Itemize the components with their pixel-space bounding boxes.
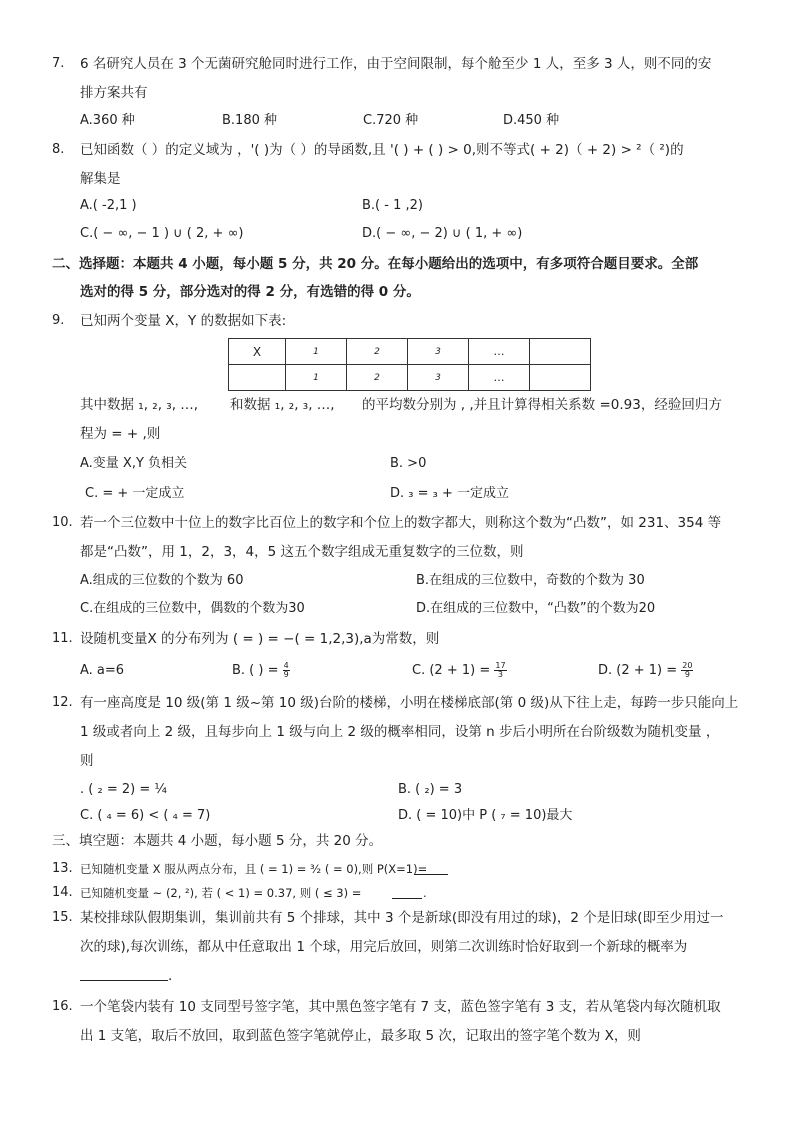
q8-option-a: A.( -2,1 ) — [80, 198, 137, 213]
q9-data-table — [228, 338, 591, 391]
table-cell: X — [229, 339, 286, 365]
q8-option-b: B.( - 1 ,2) — [362, 198, 423, 213]
fraction-numerator: 17 — [495, 661, 506, 670]
q11-option-c-fraction — [494, 662, 506, 679]
table-cell — [530, 339, 591, 365]
q11-option-b — [232, 662, 290, 680]
q11-number: 11. — [52, 631, 73, 646]
q11-option-d-text: D. (2 + 1) = — [598, 663, 678, 678]
fraction-numerator: 20 — [682, 661, 693, 670]
q12-option-a: . ( ₂ = 2) = ¼ — [80, 782, 167, 797]
table-cell — [229, 365, 286, 391]
q12-stem-line1: 有一座高度是 10 级(第 1 级~第 10 级)台阶的楼梯，小明在楼梯底部(第 0 级)从下往上走，每跨一步只能向上 — [80, 695, 739, 711]
fraction-denominator: 3 — [497, 670, 503, 679]
q9-stem-line2-c: 的平均数分别为 , ,并且计算得相关系数 =0.93，经验回归方 — [362, 397, 722, 413]
q16-stem-line1: 一个笔袋内装有 10 支同型号签字笔，其中黑色签字笔有 7 支，蓝色签字笔有 3 支，若从笔袋内每次随机取 — [80, 999, 721, 1015]
q10-stem-line1: 若一个三位数中十位上的数字比百位上的数字和个位上的数字都大，则称这个数为“凸数”，如 231、354 等 — [80, 515, 722, 531]
q8-stem-line1: 已知函数（ ）的定义域为 ，'( )为（ ）的导函数,且 '( ) + ( ) > 0,则不等式( + 2)（ + 2) > ²（ ²)的 — [80, 142, 684, 158]
table-cell — [530, 365, 591, 391]
q13-number: 13. — [52, 861, 73, 876]
q9-option-a: A.变量 X,Y 负相关 — [80, 456, 188, 471]
q11-option-b-text: B. ( ) = — [232, 663, 279, 678]
fraction-denominator: 9 — [684, 670, 690, 679]
table-cell: … — [469, 365, 530, 391]
q9-number: 9. — [52, 313, 65, 328]
q7-option-a: A.360 种 — [80, 113, 135, 128]
table-cell: 2 — [347, 365, 408, 391]
section3-heading: 三、填空题：本题共 4 小题，每小题 5 分，共 20 分。 — [52, 833, 383, 849]
q10-number: 10. — [52, 515, 73, 530]
q10-stem-line2: 都是“凸数”，用 1，2，3，4，5 这五个数字组成无重复数字的三位数，则 — [80, 544, 524, 560]
q11-option-c-text: C. (2 + 1) = — [412, 663, 491, 678]
q9-stem-line2-b: 和数据 ₁, ₂, ₃, …, — [230, 397, 335, 413]
q12-option-d: D. ( = 10)中 P ( ₇ = 10)最大 — [398, 808, 573, 823]
section2-heading-line1: 二、选择题：本题共 4 小题，每小题 5 分，共 20 分。在每小题给出的选项中，有多项符合题目要求。全部 — [52, 256, 699, 272]
q11-option-d-fraction — [681, 662, 693, 679]
table-cell: 3 — [408, 339, 469, 365]
q14-tail: . — [423, 886, 427, 900]
q10-option-a: A.组成的三位数的个数为 60 — [80, 573, 244, 588]
table-row — [229, 365, 591, 391]
q14-number: 14. — [52, 885, 73, 900]
q9-stem-line3: 程为 = + ,则 — [80, 426, 161, 442]
q7-stem-line2: 排方案共有 — [80, 85, 148, 101]
q10-option-d: D.在组成的三位数中，“凸数”的个数为20 — [416, 601, 656, 616]
q12-option-c: C. ( ₄ = 6) < ( ₄ = 7) — [80, 808, 211, 823]
q10-option-b: B.在组成的三位数中，奇数的个数为 30 — [416, 573, 645, 588]
q7-number: 7. — [52, 56, 65, 71]
q15-stem-line1: 某校排球队假期集训，集训前共有 5 个排球，其中 3 个是新球(即没有用过的球)，2 个是旧球(即至少用过一 — [80, 910, 724, 926]
q12-option-b: B. ( ₂) = 3 — [398, 782, 463, 797]
q13-stem: 已知随机变量 X 服从两点分布，且 ( = 1) = ³⁄₂ ( = 0),则 P(X=1)= — [80, 862, 428, 876]
q11-option-a: A. a=6 — [80, 663, 125, 678]
section2-heading-line2: 选对的得 5 分，部分选对的得 2 分，有选错的得 0 分。 — [80, 284, 420, 300]
q11-option-b-fraction — [283, 662, 290, 679]
q15-stem-line2: 次的球),每次训练，都从中任意取出 1 个球，用完后放回，则第二次训练时恰好取到一个新球的概率为 — [80, 939, 688, 955]
q14-stem: 已知随机变量 ~ (2, ²), 若 ( < 1) = 0.37, 则 ( ≤ 3) = — [80, 886, 362, 900]
q8-stem-line2: 解集是 — [80, 171, 121, 187]
q11-option-c — [412, 662, 507, 680]
q9-stem-line1: 已知两个变量 X，Y 的数据如下表: — [80, 313, 287, 329]
q7-option-b: B.180 种 — [222, 113, 277, 128]
q12-stem-line2: 1 级或者向上 2 级，且每步向上 1 级与向上 2 级的概率相同，设第 n 步后小明所在台阶级数为随机变量 ， — [80, 724, 720, 740]
fraction-numerator: 4 — [283, 661, 289, 670]
q9-option-d: D. ₃ = ₃ + 一定成立 — [390, 486, 510, 501]
q8-option-d: D.( − ∞, − 2) ∪ ( 1, + ∞) — [362, 226, 523, 241]
q9-option-b: B. >0 — [390, 456, 427, 471]
fraction-denominator: 9 — [283, 670, 289, 679]
q16-number: 16. — [52, 999, 73, 1014]
q14-answer-blank[interactable] — [392, 898, 422, 899]
q8-option-c: C.( − ∞, − 1 ) ∪ ( 2, + ∞) — [80, 226, 244, 241]
q8-number: 8. — [52, 142, 65, 157]
q10-option-c: C.在组成的三位数中，偶数的个数为30 — [80, 601, 305, 616]
q7-option-c: C.720 种 — [363, 113, 419, 128]
q11-stem-line1: 设随机变量X 的分布列为 ( = ) = −( = 1,2,3),a为常数，则 — [80, 631, 440, 647]
q15-answer-blank[interactable] — [80, 980, 168, 981]
table-cell: … — [469, 339, 530, 365]
q15-tail: . — [168, 968, 173, 984]
q15-number: 15. — [52, 910, 73, 925]
table-cell: 1 — [286, 339, 347, 365]
q9-stem-line2-a: 其中数据 ₁, ₂, ₃, …, — [80, 397, 199, 413]
q12-stem-line3: 则 — [80, 753, 94, 769]
table-cell: 3 — [408, 365, 469, 391]
q9-option-c: C. = + 一定成立 — [85, 486, 185, 501]
q7-stem-line1: 6 名研究人员在 3 个无菌研究舱同时进行工作，由于空间限制，每个舱至少 1 人，至多 3 人，则不同的安 — [80, 56, 712, 72]
table-cell: 2 — [347, 339, 408, 365]
q11-option-d — [598, 662, 693, 680]
table-cell: 1 — [286, 365, 347, 391]
q7-option-d: D.450 种 — [503, 113, 560, 128]
table-row — [229, 339, 591, 365]
q13-answer-blank[interactable] — [414, 874, 448, 875]
q16-stem-line2: 出 1 支笔，取后不放回，取到蓝色签字笔就停止，最多取 5 次，记取出的签字笔个数为 X，则 — [80, 1028, 641, 1044]
q12-number: 12. — [52, 695, 73, 710]
